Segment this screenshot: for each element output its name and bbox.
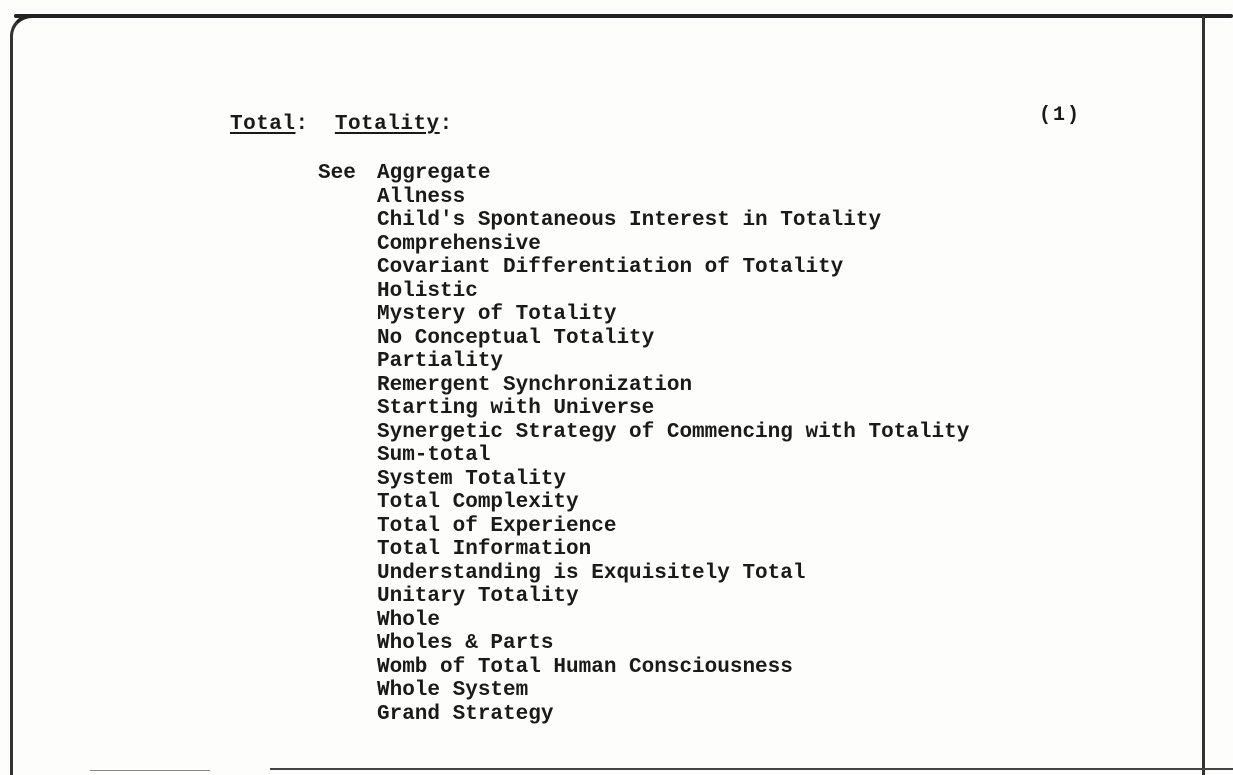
left-border-line bbox=[10, 34, 13, 775]
cross-reference-item: Allness bbox=[377, 185, 466, 209]
cross-reference-item: Womb of Total Human Consciousness bbox=[377, 655, 793, 679]
right-border-line bbox=[1202, 16, 1205, 775]
cross-reference-item: Unitary Totality bbox=[377, 585, 579, 608]
cross-reference-item: Starting with Universe bbox=[377, 397, 655, 420]
entry-heading bbox=[230, 113, 453, 136]
page-number: (1) bbox=[1039, 104, 1082, 127]
top-border-line bbox=[14, 14, 1233, 18]
bottom-border-line bbox=[270, 768, 1233, 770]
cross-reference-item: Synergetic Strategy of Commencing with Totality bbox=[377, 420, 970, 444]
bottom-border-fragment bbox=[90, 770, 210, 771]
heading-separator: : bbox=[295, 113, 309, 136]
see-label: See bbox=[318, 162, 356, 185]
cross-reference-item: Child's Spontaneous Interest in Totality bbox=[377, 209, 882, 232]
cross-reference-item: No Conceptual Totality bbox=[377, 326, 655, 350]
cross-reference-item: Mystery of Totality bbox=[377, 303, 617, 326]
cross-reference-item: Covariant Differentiation of Totality bbox=[377, 256, 844, 279]
cross-reference-item: Total of Experience bbox=[377, 514, 617, 538]
cross-reference-item: System Totality bbox=[377, 467, 567, 491]
cross-reference-list bbox=[377, 162, 969, 726]
cross-reference-item: Holistic bbox=[377, 279, 478, 303]
cross-reference-item: Total Information bbox=[377, 538, 592, 561]
cross-reference-item: Sum-total bbox=[377, 444, 491, 467]
cross-reference-item: Grand Strategy bbox=[377, 702, 554, 726]
heading-term-total: Total bbox=[230, 113, 296, 136]
cross-reference-item: Remergent Synchronization bbox=[377, 373, 693, 397]
cross-reference-item: Whole System bbox=[377, 679, 529, 702]
cross-reference-item: Understanding is Exquisitely Total bbox=[377, 561, 806, 585]
cross-reference-item: Whole bbox=[377, 608, 441, 632]
cross-reference-item: Wholes & Parts bbox=[377, 632, 554, 655]
cross-reference-item: Aggregate bbox=[377, 162, 491, 185]
cross-reference-item: Partiality bbox=[377, 350, 504, 373]
heading-separator: : bbox=[439, 113, 453, 136]
heading-term-totality: Totality bbox=[334, 113, 440, 136]
cross-reference-item: Total Complexity bbox=[377, 491, 579, 514]
top-left-corner bbox=[10, 14, 49, 42]
cross-reference-item: Comprehensive bbox=[377, 232, 541, 256]
